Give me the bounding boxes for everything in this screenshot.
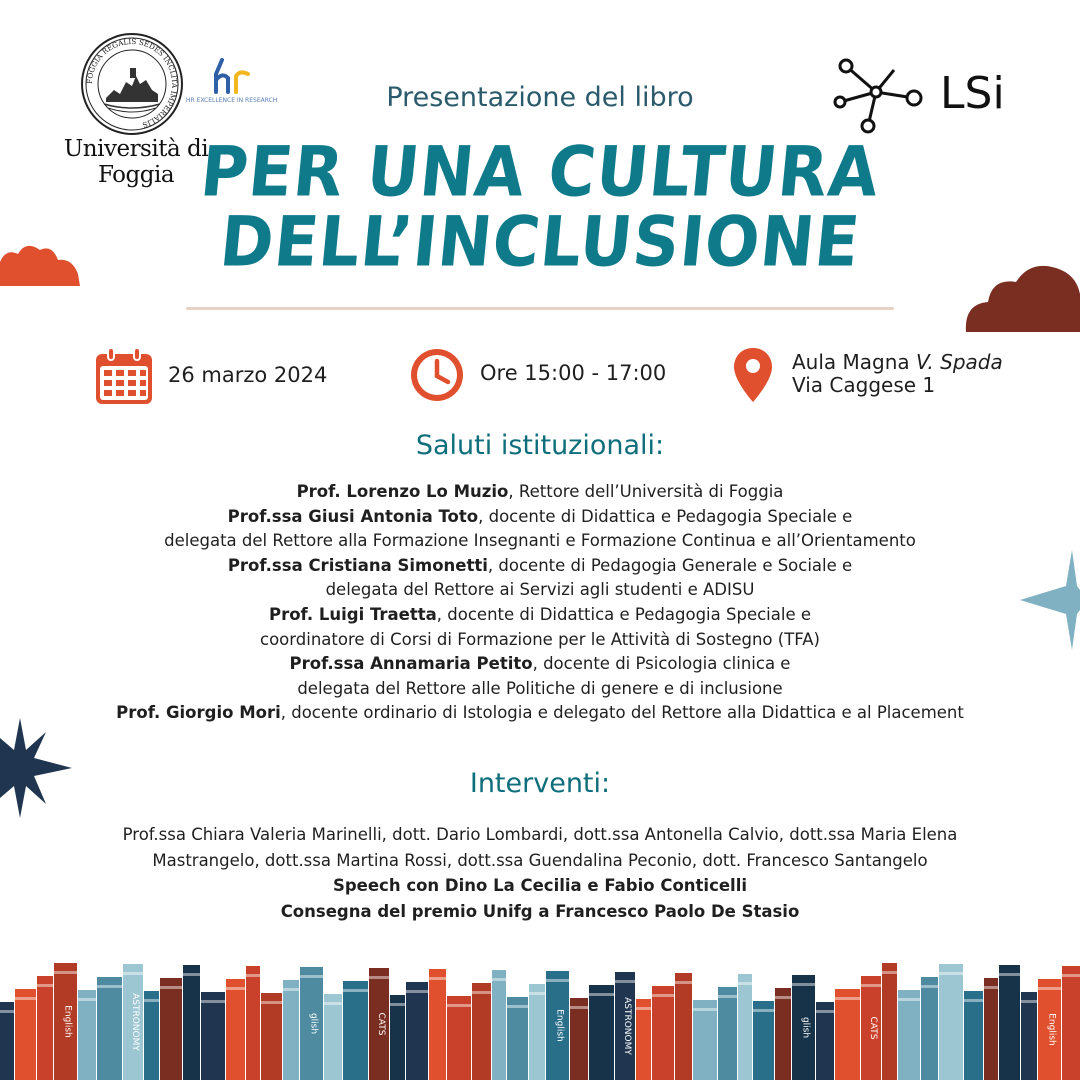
book-spine [201, 992, 225, 1080]
book-spine [835, 989, 860, 1080]
book-band [447, 1004, 471, 1007]
book-band [546, 979, 569, 982]
book-spine [675, 973, 692, 1080]
saluti-entry [40, 701, 1040, 726]
university-seal-logo [80, 32, 184, 136]
book-spine [283, 980, 299, 1080]
interventi-line: Mastrangelo, dott.ssa Martina Rossi, dott.ssa Guendalina Peconio, dott. Francesco Santangelo [152, 850, 928, 870]
book-band [939, 972, 963, 975]
book-spine [343, 981, 368, 1080]
book-band [0, 1010, 14, 1013]
book-band [160, 986, 182, 989]
speaker-name: Prof. Lorenzo Lo Muzio [296, 482, 509, 501]
book-band [429, 977, 446, 980]
book-spine [15, 989, 36, 1080]
book-spine [492, 970, 506, 1080]
event-place [792, 350, 1003, 374]
star-icon-right [1020, 550, 1080, 650]
book-spine [775, 988, 791, 1080]
book-band [693, 1008, 717, 1011]
book-spine [160, 978, 182, 1080]
book-spine [738, 974, 752, 1080]
book-band [15, 997, 36, 1000]
saluti-list [40, 480, 1040, 726]
book-band [984, 986, 998, 989]
book-spine-label: ASTRONOMY [130, 993, 140, 1051]
book-band [835, 997, 860, 1000]
book-spine [693, 1000, 717, 1080]
book-band [898, 998, 920, 1001]
book-band [369, 976, 389, 979]
book-band [816, 1010, 834, 1013]
book-band [37, 984, 53, 987]
book-band [882, 971, 897, 974]
book-spine-label: CATS [868, 1016, 878, 1040]
book-band [261, 1001, 282, 1004]
book-spine [78, 990, 96, 1080]
book-band [343, 989, 368, 992]
book-spine [753, 1001, 774, 1080]
book-spine [324, 994, 342, 1080]
book-spine [406, 982, 428, 1080]
book-spine [921, 977, 938, 1080]
book-spine [97, 977, 122, 1080]
speaker-role: , docente di Psicologia clinica e [532, 654, 791, 674]
book-band [675, 981, 692, 984]
speaker-role-cont: delegata del Rettore ai Servizi agli studenti e ADISU [325, 580, 755, 600]
book-spine [636, 999, 651, 1080]
book-spine-label: ASTRONOMY [622, 997, 632, 1055]
speaker-role: , docente di Didattica e Pedagogia Speciale e [436, 604, 811, 624]
subtitle: Presentazione del libro [386, 82, 694, 113]
book-spine [570, 998, 588, 1080]
book-band [615, 980, 635, 983]
book-spine [226, 979, 245, 1080]
book-spine [144, 991, 159, 1080]
book-band [507, 1005, 528, 1008]
book-spine [246, 966, 260, 1080]
book-spine [447, 996, 471, 1080]
book-band [97, 985, 122, 988]
book-band [589, 993, 614, 996]
book-band [964, 999, 983, 1002]
book-spine-label: glish [800, 1016, 811, 1039]
book-spine-label: glish [308, 1012, 319, 1035]
book-band [1038, 987, 1061, 990]
speaker-role: , docente di Pedagogia Generale e Sociale e [487, 555, 853, 575]
saluti-heading: Saluti istituzionali: [415, 430, 665, 461]
book-spine [429, 969, 446, 1080]
book-band [123, 972, 143, 975]
event-time: Ore 15:00 - 17:00 [480, 361, 667, 385]
speaker-role-cont: delegata del Rettore alle Politiche di genere e di inclusione [297, 678, 783, 698]
speech-line: Speech con Dino La Cecilia e Fabio Conticelli [332, 876, 748, 895]
book-band [492, 978, 506, 981]
interventi-line: Prof.ssa Chiara Valeria Marinelli, dott. Dario Lombardi, dott.ssa Antonella Calvio, dott.ssa Maria Elena [122, 825, 958, 844]
book-spine [390, 995, 405, 1080]
book-band [54, 971, 77, 974]
saluti-entry [40, 652, 1040, 677]
book-band [570, 1006, 588, 1009]
book-spine [0, 1002, 14, 1080]
book-band [406, 990, 428, 993]
speaker-role-cont: coordinatore di Corsi di Formazione per le Attività di Sostegno (TFA) [260, 629, 820, 649]
book-spine-label: English [1046, 1013, 1057, 1046]
book-band [226, 987, 245, 990]
location-pin-icon [732, 346, 774, 404]
seal-ring-text: FOGGIA REGALIS SEDES INCLITA IMPERIALIS [84, 36, 180, 130]
book-band [529, 992, 545, 995]
speaker-role: , docente di Didattica e Pedagogia Speciale e [478, 506, 853, 526]
book-band [775, 996, 791, 999]
saluti-entry [40, 505, 1040, 530]
book-band [1021, 1000, 1037, 1003]
speaker-name: Prof. Luigi Traetta [268, 604, 437, 624]
book-spine [652, 986, 674, 1080]
place-prefix: Aula Magna [792, 350, 917, 374]
book-spine [589, 985, 614, 1080]
premio-line: Consegna del premio Unifg a Francesco Paolo De Stasio [280, 901, 800, 921]
book-spine [37, 976, 53, 1080]
clock-icon [410, 348, 464, 402]
hr-caption: HR EXCELLENCE IN RESEARCH [186, 97, 278, 104]
speaker-name: Prof.ssa Cristiana Simonetti [227, 555, 488, 575]
book-spine-label: English [62, 1005, 73, 1038]
cloud-icon-right [964, 260, 1080, 332]
book-spine-label: English [554, 1009, 565, 1042]
book-band [921, 985, 938, 988]
divider [186, 307, 894, 310]
book-band [324, 1002, 342, 1005]
speaker-name: Prof.ssa Giusi Antonia Toto [227, 506, 479, 526]
book-band [738, 982, 752, 985]
book-band [718, 995, 737, 998]
speaker-name: Prof. Giorgio Mori [116, 703, 281, 723]
lsi-text: LSi [940, 68, 1005, 119]
book-band [472, 991, 491, 994]
book-band [792, 983, 815, 986]
bookshelf-illustration [0, 960, 1080, 1080]
book-spine [816, 1002, 834, 1080]
book-band [183, 973, 200, 976]
book-band [78, 998, 96, 1001]
book-spine [1062, 966, 1080, 1080]
book-band [1062, 974, 1080, 977]
book-spine [984, 978, 998, 1080]
book-spine [183, 965, 200, 1080]
interventi-heading: Interventi: [469, 768, 611, 799]
book-band [390, 1003, 405, 1006]
book-spine [261, 993, 282, 1080]
book-spine [472, 983, 491, 1080]
book-spine-label: CATS [376, 1012, 386, 1036]
book-spine [882, 963, 897, 1080]
title-line-1: PER UNA CULTURA [197, 133, 883, 213]
calendar-icon [94, 346, 154, 406]
saluti-entry [40, 480, 1040, 505]
book-band [861, 984, 881, 987]
book-spine [939, 964, 963, 1080]
interventi-list [40, 822, 1040, 924]
speaker-role: , docente ordinario di Istologia e delegato del Rettore alla Didattica e al Placement [280, 703, 964, 723]
book-spine [898, 990, 920, 1080]
place-name: V. Spada [916, 350, 1003, 374]
book-band [753, 1009, 774, 1012]
event-address: Via Caggese 1 [792, 373, 936, 397]
book-spine [964, 991, 983, 1080]
saluti-entry [40, 603, 1040, 628]
book-band [144, 999, 159, 1002]
speaker-role: , Rettore dell’Università di Foggia [508, 482, 784, 501]
book-spine [529, 984, 545, 1080]
book-band [246, 974, 260, 977]
speaker-name: Prof.ssa Annamaria Petito [289, 654, 533, 674]
book-spine [507, 997, 528, 1080]
university-name: Università di Foggia [63, 136, 209, 188]
book-spine [999, 965, 1020, 1080]
cloud-icon-left [0, 240, 80, 286]
book-band [300, 975, 323, 978]
book-band [652, 994, 674, 997]
event-date: 26 marzo 2024 [168, 363, 328, 387]
title-line-2: DELL’INCLUSIONE [216, 203, 864, 283]
book-band [999, 973, 1020, 976]
speaker-role-cont: delegata del Rettore alla Formazione Insegnanti e Formazione Continua e all’Orientamento [164, 531, 916, 551]
book-spine [718, 987, 737, 1080]
book-spine [1021, 992, 1037, 1080]
saluti-entry [40, 554, 1040, 579]
book-band [636, 1007, 651, 1010]
book-band [201, 1000, 225, 1003]
book-band [283, 988, 299, 991]
lsi-logo [832, 52, 1032, 140]
